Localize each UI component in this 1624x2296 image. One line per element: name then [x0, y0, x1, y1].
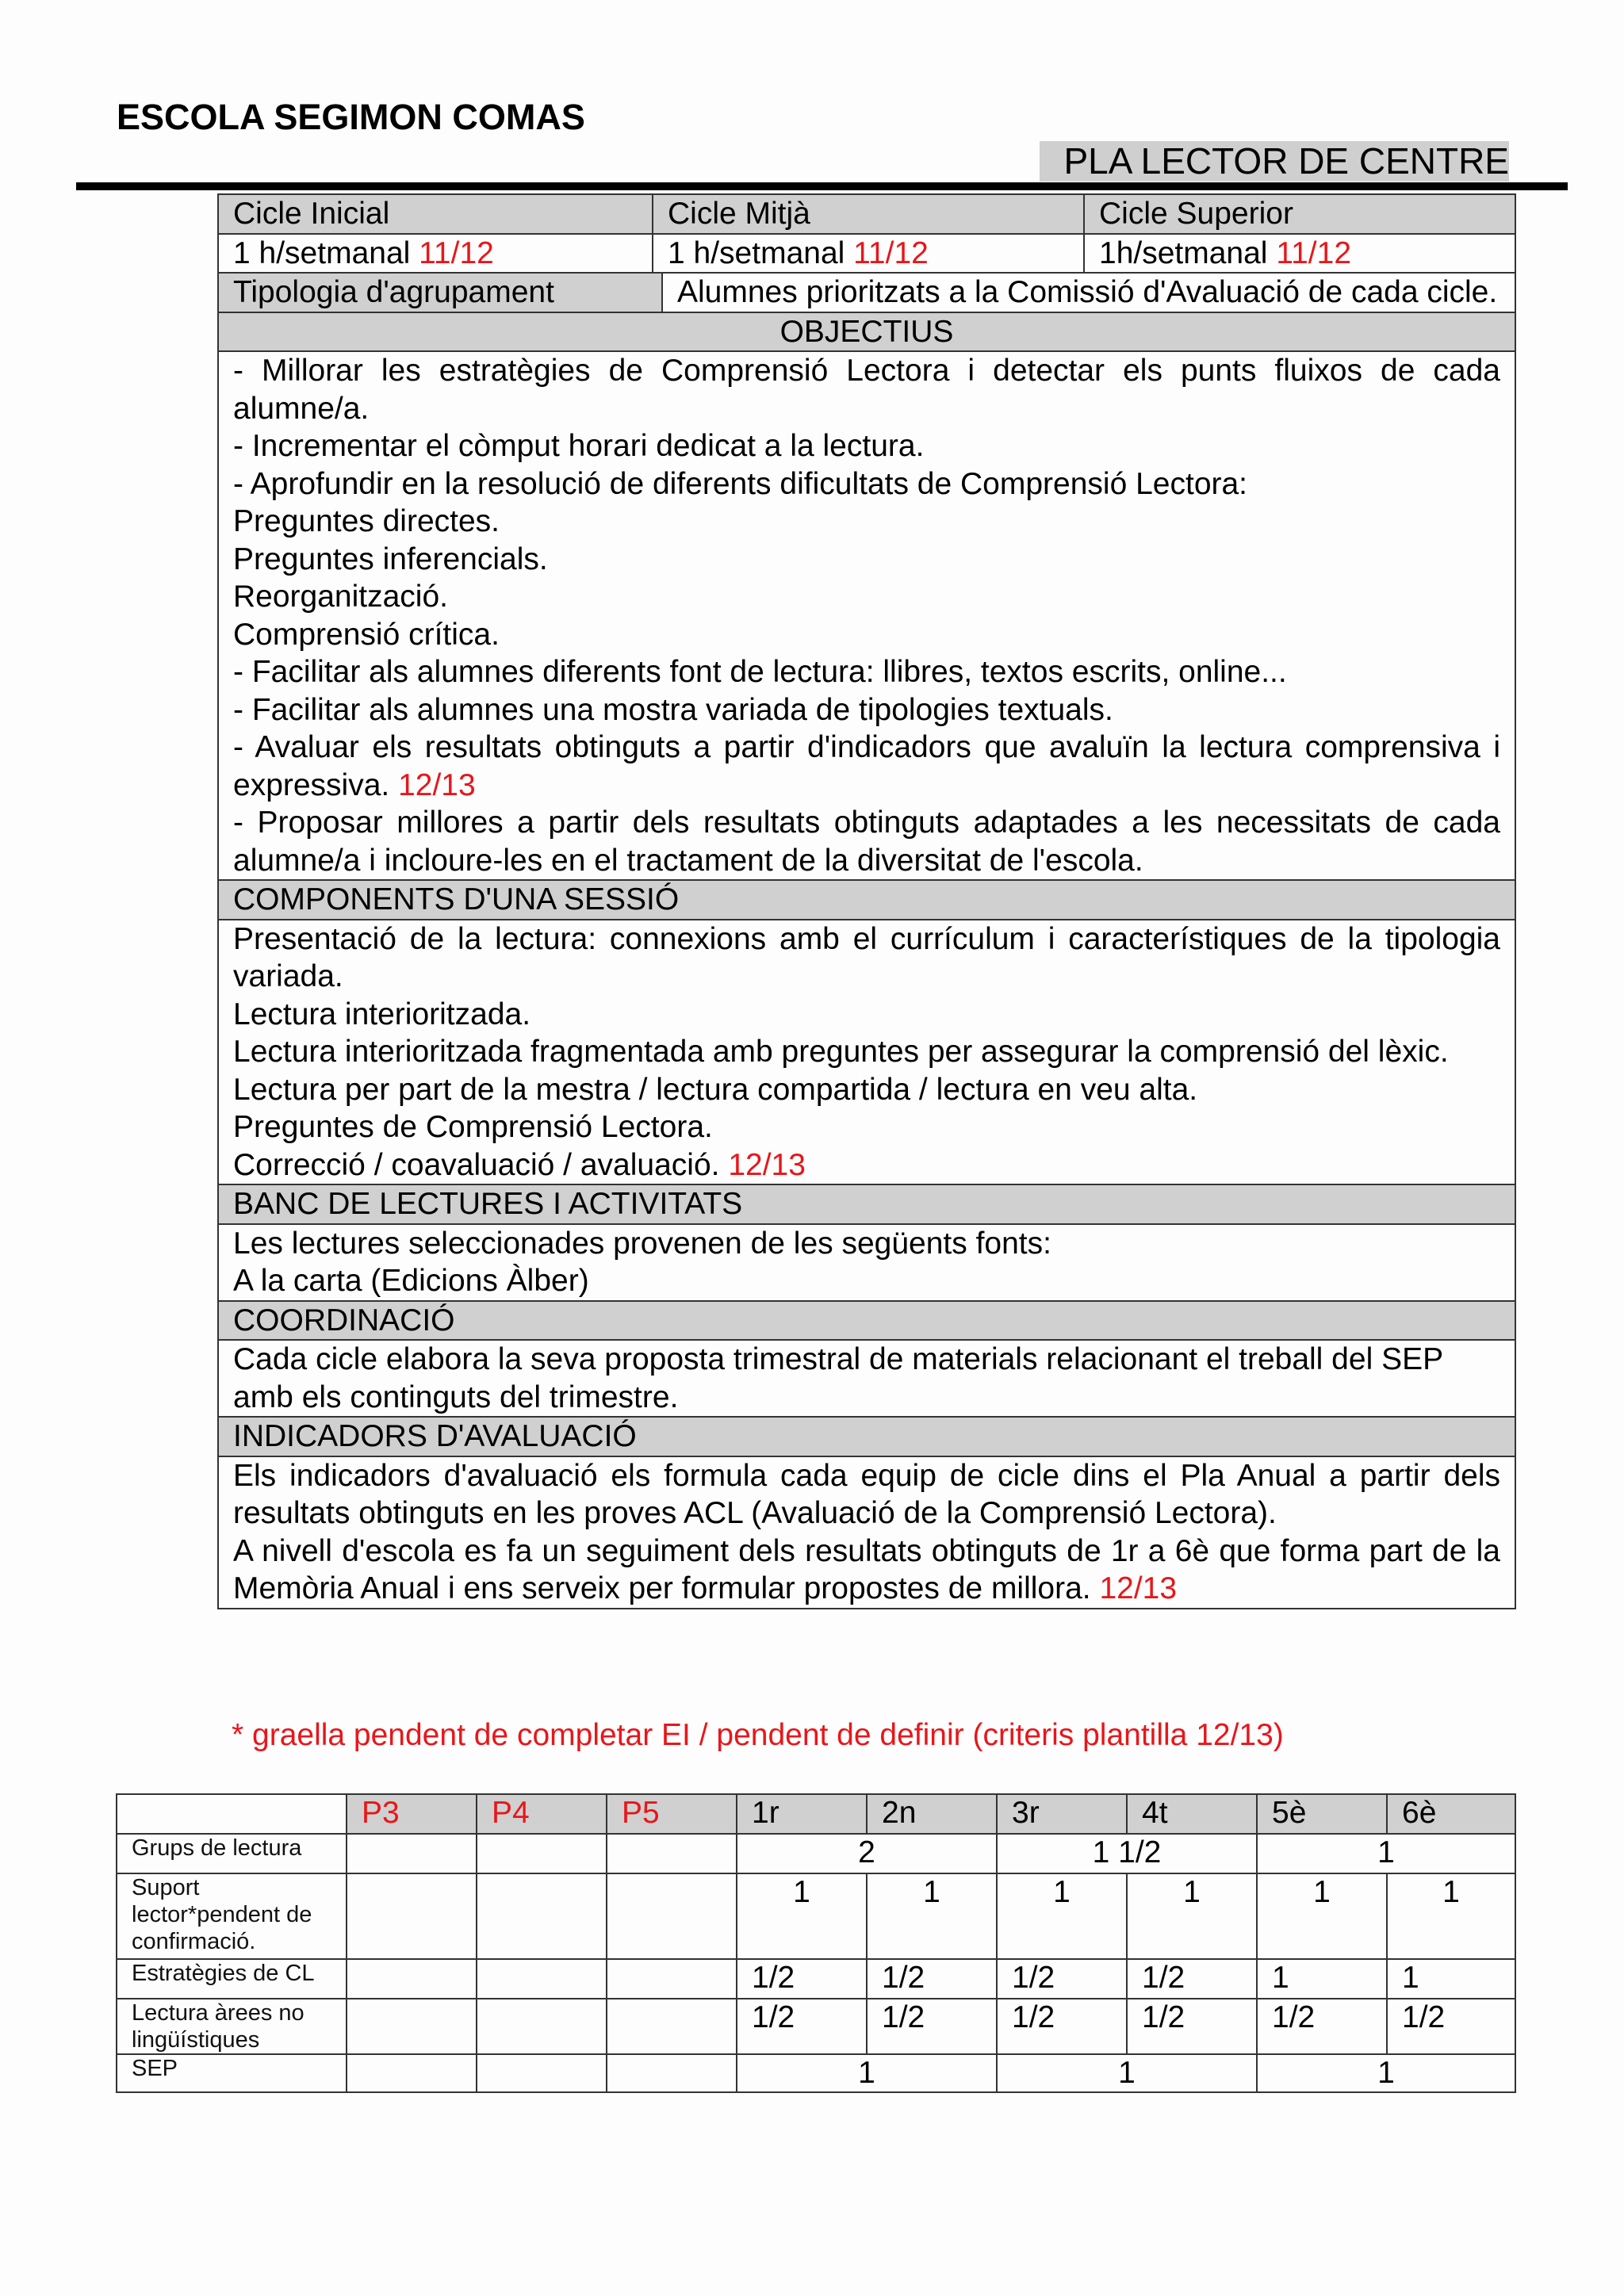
grid-cell — [347, 1873, 477, 1959]
grid-cell: 1 — [1257, 2054, 1515, 2092]
grid-cell — [477, 2054, 607, 2092]
row-label: Suport lector*pendent de confirmació. — [117, 1873, 347, 1959]
bank-item: A la carta (Edicions Àlber) — [233, 1264, 589, 1298]
grouping-value: Alumnes prioritzats a la Comissió d'Avaluació de cada cicle. — [662, 273, 1515, 312]
grid-cell — [347, 2054, 477, 2092]
row-label: Estratègies de CL — [117, 1959, 347, 1999]
grid-cell — [347, 1959, 477, 1999]
course-header: P3 — [347, 1794, 477, 1834]
strategies-row — [117, 1959, 1515, 1999]
grid-cell — [477, 1873, 607, 1959]
cycles-hours-row — [218, 234, 1515, 274]
course-header: 1r — [737, 1794, 867, 1834]
session-title: COMPONENTS D'UNA SESSIÓ — [218, 880, 1515, 920]
grid-cell: 1/2 — [997, 1959, 1127, 1999]
bank-list — [218, 1224, 1515, 1301]
reading-row — [117, 1999, 1515, 2054]
grid-cell — [607, 1873, 737, 1959]
grid-cell: 1 — [867, 1873, 997, 1959]
grid-cell — [347, 1999, 477, 2054]
support-row — [117, 1873, 1515, 1959]
session-item: Correcció / coavaluació / avaluació. 12/13 — [233, 1147, 806, 1182]
course-header: 3r — [997, 1794, 1127, 1834]
coordination-title: COORDINACIÓ — [218, 1301, 1515, 1341]
grid-cell: 1/2 — [1127, 1999, 1257, 2054]
grid-cell: 1 — [737, 1873, 867, 1959]
grid-cell: 1 — [1257, 1873, 1387, 1959]
grid-cell: 1 — [1257, 1834, 1515, 1873]
objective-item: - Facilitar als alumnes una mostra variada de tipologies textuals. — [233, 692, 1113, 727]
row-label: Grups de lectura — [117, 1834, 347, 1873]
session-list — [218, 920, 1515, 1185]
grid-cell: 1/2 — [867, 1959, 997, 1999]
course-header: 2n — [867, 1794, 997, 1834]
grid-cell: 1 — [1257, 1959, 1387, 1999]
session-item: Lectura interioritzada fragmentada amb preguntes per assegurar la comprensió del lèxic. — [233, 1035, 1449, 1069]
pending-note: * graella pendent de completar EI / pendent de definir (criteris plantilla 12/13) — [232, 1718, 1284, 1752]
grid-cell: 1/2 — [1127, 1959, 1257, 1999]
session-item: Presentació de la lectura: connexions amb el currículum i característiques de la tipologia variada. — [233, 921, 1500, 993]
grid-cell: 1 — [1387, 1873, 1515, 1959]
cycles-header-row — [218, 194, 1515, 234]
plan-title: PLA LECTOR DE CENTRE — [1040, 141, 1509, 182]
grouping-row — [218, 273, 1515, 312]
cycle-name: Cicle Superior — [1084, 194, 1515, 234]
objectives-list — [218, 351, 1515, 880]
grid-cell: 1 — [1127, 1873, 1257, 1959]
objective-item: Comprensió crítica. — [233, 617, 500, 652]
grid-cell: 1/2 — [867, 1999, 997, 2054]
grid-cell — [607, 1999, 737, 2054]
grid-cell — [477, 1959, 607, 1999]
objective-item: - Aprofundir en la resolució de diferents dificultats de Comprensió Lectora: — [233, 466, 1248, 501]
course-header: P5 — [607, 1794, 737, 1834]
session-item: Lectura interioritzada. — [233, 997, 531, 1031]
indicators-text — [218, 1456, 1515, 1609]
row-label: Lectura àrees no lingüístiques — [117, 1999, 347, 2054]
school-name: ESCOLA SEGIMON COMAS — [117, 97, 585, 137]
objective-item: Reorganització. — [233, 580, 448, 614]
grid-corner — [117, 1794, 347, 1834]
course-header: 5è — [1257, 1794, 1387, 1834]
grid-cell — [607, 2054, 737, 2092]
cycle-hours: 1 h/setmanal 11/12 — [218, 234, 653, 274]
grid-cell: 1/2 — [1257, 1999, 1387, 2054]
objectives-title: OBJECTIUS — [218, 312, 1515, 352]
cycle-hours: 1h/setmanal 11/12 — [1084, 234, 1515, 274]
course-header: 6è — [1387, 1794, 1515, 1834]
grid-cell — [347, 1834, 477, 1873]
row-label: SEP — [117, 2054, 347, 2092]
bank-item: Les lectures seleccionades provenen de les següents fonts: — [233, 1226, 1051, 1261]
grid-cell: 1/2 — [737, 1959, 867, 1999]
hours-grid — [116, 1793, 1516, 2093]
grid-cell: 1 — [1387, 1959, 1515, 1999]
groups-row — [117, 1834, 1515, 1873]
plan-table — [217, 193, 1516, 1609]
objective-item: Preguntes directes. — [233, 504, 500, 538]
objective-item: - Proposar millores a partir dels resultats obtinguts adaptades a les necessitats de cada alumne/a i incloure-les en el tractament de la diversitat de l'escola. — [233, 806, 1500, 878]
objective-item: - Avaluar els resultats obtinguts a partir d'indicadors que avaluïn la lectura comprensiva i expressiva. 12/13 — [233, 730, 1500, 802]
objective-item: Preguntes inferencials. — [233, 541, 548, 576]
objective-item: - Millorar les estratègies de Comprensió Lectora i detectar els punts fluixos de cada alumne/a. — [233, 354, 1500, 426]
grid-cell: 1 — [997, 2054, 1257, 2092]
grid-cell: 1/2 — [737, 1999, 867, 2054]
cycle-hours: 1 h/setmanal 11/12 — [653, 234, 1084, 274]
grid-cell — [477, 1834, 607, 1873]
objective-item: - Facilitar als alumnes diferents font de lectura: llibres, textos escrits, online... — [233, 655, 1287, 689]
grid-cell: 1/2 — [997, 1999, 1127, 2054]
header-divider — [76, 182, 1568, 190]
grid-header-row — [117, 1794, 1515, 1834]
grouping-label: Tipologia d'agrupament — [218, 273, 662, 312]
session-item: Lectura per part de la mestra / lectura compartida / lectura en veu alta. — [233, 1072, 1198, 1107]
grid-cell — [477, 1999, 607, 2054]
bank-title: BANC DE LECTURES I ACTIVITATS — [218, 1184, 1515, 1224]
sep-row — [117, 2054, 1515, 2092]
objective-item: - Incrementar el còmput horari dedicat a la lectura. — [233, 429, 925, 463]
coordination-text: Cada cicle elabora la seva proposta trimestral de materials relacionant el treball del SEP amb els continguts del trimestre. — [218, 1340, 1515, 1417]
course-header: 4t — [1127, 1794, 1257, 1834]
indicators-paragraph: A nivell d'escola es fa un seguiment dels resultats obtinguts de 1r a 6è que forma part de la Memòria Anual i ens serveix per formular propostes de millora. 12/13 — [233, 1533, 1500, 1605]
grid-cell — [607, 1959, 737, 1999]
grid-cell: 1 1/2 — [997, 1834, 1257, 1873]
grid-cell: 1/2 — [1387, 1999, 1515, 2054]
cycle-name: Cicle Mitjà — [653, 194, 1084, 234]
course-header: P4 — [477, 1794, 607, 1834]
session-item: Preguntes de Comprensió Lectora. — [233, 1110, 713, 1144]
grid-cell: 2 — [737, 1834, 997, 1873]
indicators-paragraph: Els indicadors d'avaluació els formula cada equip de cicle dins el Pla Anual a partir dels resultats obtinguts en les proves ACL (Avaluació de la Comprensió Lectora). — [233, 1458, 1500, 1530]
indicators-title: INDICADORS D'AVALUACIÓ — [218, 1417, 1515, 1456]
cycle-name: Cicle Inicial — [218, 194, 653, 234]
grid-cell — [607, 1834, 737, 1873]
grid-cell: 1 — [997, 1873, 1127, 1959]
grid-cell: 1 — [737, 2054, 997, 2092]
